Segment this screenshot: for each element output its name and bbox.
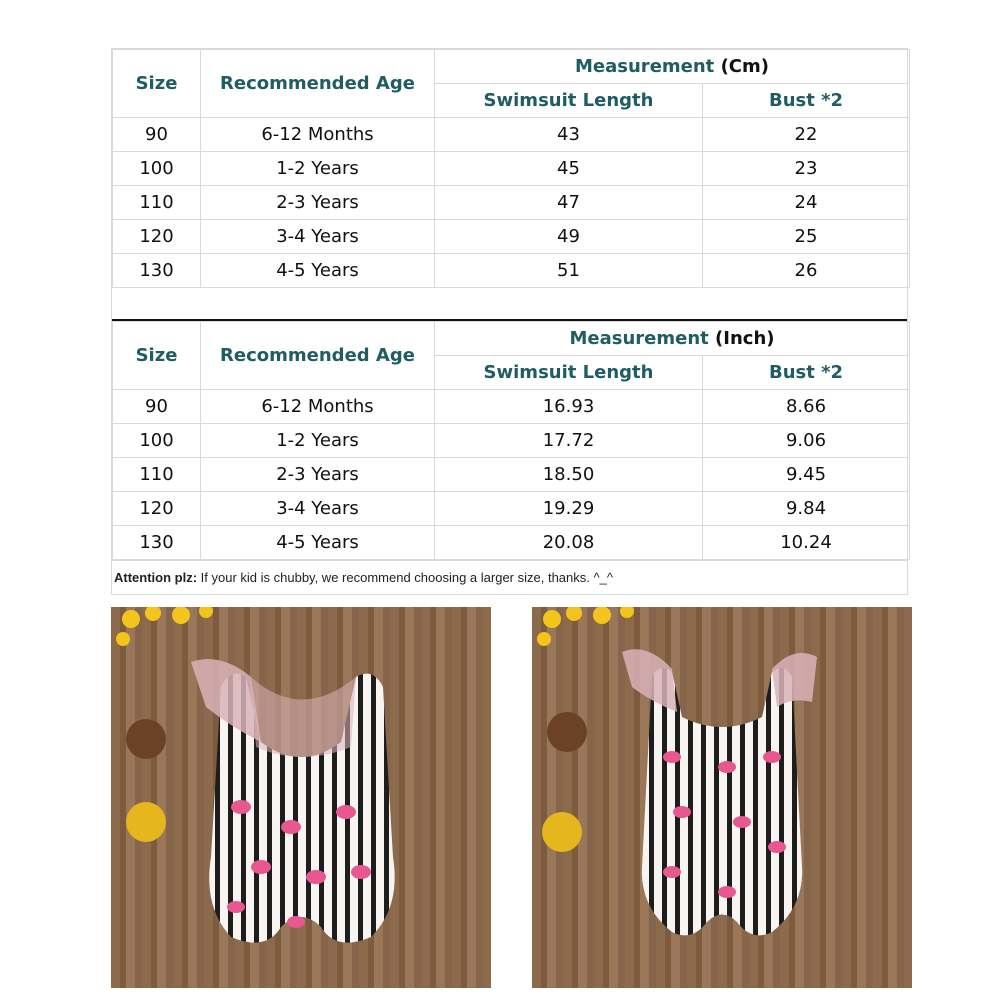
table-row [113, 492, 910, 526]
note-label: Attention plz: [114, 570, 198, 585]
length-cell: 20.08 [435, 526, 703, 560]
length-cell: 47 [435, 186, 703, 220]
bust-cell: 9.84 [703, 492, 910, 526]
size-chart [111, 48, 908, 595]
age-cell: 4-5 Years [201, 526, 435, 560]
swimsuit-length-header: Swimsuit Length [435, 356, 703, 390]
bust-cell: 23 [703, 152, 910, 186]
size-cell: 130 [113, 254, 201, 288]
measurement-label: Measurement [569, 328, 709, 349]
length-cell: 17.72 [435, 424, 703, 458]
table-row [113, 220, 910, 254]
age-cell: 1-2 Years [201, 152, 435, 186]
attention-note [112, 560, 907, 594]
swimsuit-back-illustration [532, 607, 912, 988]
length-cell: 49 [435, 220, 703, 254]
size-cell: 100 [113, 424, 201, 458]
measurement-header [435, 322, 910, 356]
age-cell: 3-4 Years [201, 220, 435, 254]
bust-cell: 9.06 [703, 424, 910, 458]
table-row [113, 118, 910, 152]
length-cell: 43 [435, 118, 703, 152]
size-header: Size [113, 50, 201, 118]
age-cell: 2-3 Years [201, 186, 435, 220]
length-cell: 45 [435, 152, 703, 186]
size-cell: 100 [113, 152, 201, 186]
table-row [113, 152, 910, 186]
bust-cell: 24 [703, 186, 910, 220]
flowers-decoration [537, 607, 634, 646]
note-text: If your kid is chubby, we recommend choosing a larger size, thanks. ^_^ [197, 570, 613, 585]
size-cell: 110 [113, 458, 201, 492]
bust-header: Bust *2 [703, 84, 910, 118]
measurement-label: Measurement [575, 56, 715, 77]
size-cell: 120 [113, 492, 201, 526]
recommended-age-header: Recommended Age [201, 322, 435, 390]
size-cell: 130 [113, 526, 201, 560]
bust-cell: 26 [703, 254, 910, 288]
size-cell: 110 [113, 186, 201, 220]
table-row [113, 526, 910, 560]
unit-label: (Inch) [715, 328, 775, 349]
age-cell: 6-12 Months [201, 390, 435, 424]
swimsuit-front-illustration [111, 607, 491, 988]
size-header: Size [113, 322, 201, 390]
size-table-cm [112, 49, 910, 288]
flamingo-swimsuit-front-photo [111, 607, 491, 988]
age-cell: 6-12 Months [201, 118, 435, 152]
bust-cell: 8.66 [703, 390, 910, 424]
bust-cell: 9.45 [703, 458, 910, 492]
age-cell: 4-5 Years [201, 254, 435, 288]
table-row [113, 390, 910, 424]
size-cell: 90 [113, 118, 201, 152]
flamingo-swimsuit-back-photo [532, 607, 912, 988]
measurement-header [435, 50, 910, 84]
recommended-age-header: Recommended Age [201, 50, 435, 118]
table-row [113, 458, 910, 492]
age-cell: 2-3 Years [201, 458, 435, 492]
length-cell: 19.29 [435, 492, 703, 526]
age-cell: 1-2 Years [201, 424, 435, 458]
bust-cell: 10.24 [703, 526, 910, 560]
table-row [113, 186, 910, 220]
swimsuit-length-header: Swimsuit Length [435, 84, 703, 118]
bust-cell: 25 [703, 220, 910, 254]
bust-cell: 22 [703, 118, 910, 152]
flowers-decoration [116, 607, 213, 646]
size-cell: 90 [113, 390, 201, 424]
size-cell: 120 [113, 220, 201, 254]
size-table-inch [112, 321, 910, 560]
table-row [113, 424, 910, 458]
age-cell: 3-4 Years [201, 492, 435, 526]
length-cell: 16.93 [435, 390, 703, 424]
length-cell: 18.50 [435, 458, 703, 492]
unit-label: (Cm) [720, 56, 769, 77]
bust-header: Bust *2 [703, 356, 910, 390]
length-cell: 51 [435, 254, 703, 288]
table-row [113, 254, 910, 288]
table-spacer [112, 288, 907, 319]
